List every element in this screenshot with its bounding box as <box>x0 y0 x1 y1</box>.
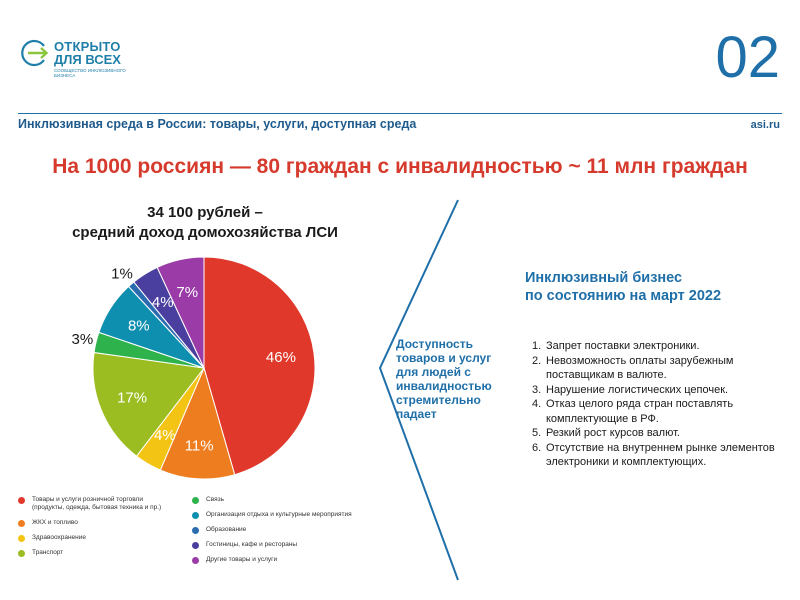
page-number: 02 <box>715 25 780 90</box>
list-item <box>532 397 792 426</box>
list-number: 4. <box>532 398 542 410</box>
list-text: Резкий рост курсов валют. <box>546 427 680 439</box>
legend-item <box>18 549 198 557</box>
pie-value-label: 1% <box>111 265 133 283</box>
business-issues-list <box>532 339 792 470</box>
logo-line1: ОТКРЫТО <box>54 39 121 54</box>
list-number: 1. <box>532 340 542 352</box>
legend-label: Товары и услуги розничной торговли <box>32 496 143 503</box>
pie-value-label: 17% <box>117 389 148 407</box>
legend-item <box>18 496 198 512</box>
business-title <box>525 269 721 305</box>
legend-label: Образование <box>206 526 247 533</box>
accessibility-note: Доступность товаров и услуг для людей с инвалидностью стремительно падает <box>396 337 492 421</box>
list-text: Отсутствие на внутреннем рынке элементов электроники и комплектующих. <box>546 441 775 468</box>
logo-line2: ДЛЯ ВСЕХ <box>54 52 121 67</box>
legend-item <box>192 541 392 549</box>
legend-label: ЖКХ и топливо <box>32 519 78 526</box>
list-number: 3. <box>532 383 542 396</box>
list-text: Отказ целого ряда стран поставлять комплектующие в РФ. <box>546 398 734 425</box>
page-subtitle: Инклюзивная среда в России: товары, услуги, доступная среда <box>18 117 417 131</box>
legend-label: Гостиницы, кафе и рестораны <box>206 541 298 548</box>
list-text: Нарушение логистических цепочек. <box>546 383 729 396</box>
chart-title-line1: 34 100 рублей – <box>147 204 263 221</box>
legend-dot <box>18 497 25 504</box>
legend-label-line2: (продукты, одежда, бытовая техника и пр.) <box>32 504 162 511</box>
legend-label: Здравоохранение <box>32 534 87 541</box>
legend-item <box>18 519 198 527</box>
list-text: Невозможность оплаты зарубежным поставщикам в валюте. <box>546 354 734 381</box>
legend-label: Транспорт <box>32 549 64 556</box>
legend-dot <box>192 527 199 534</box>
legend-dot <box>18 520 25 527</box>
logo-tagline: СООБЩЕСТВО ИНКЛЮЗИВНОГО БИЗНЕСА <box>54 68 126 78</box>
legend-dot <box>192 512 199 519</box>
pie-value-label: 11% <box>184 437 214 455</box>
legend-dot <box>192 557 199 564</box>
list-item <box>532 339 792 354</box>
pie-value-label: 46% <box>265 349 296 367</box>
list-item <box>532 383 792 398</box>
headline: На 1000 россиян — 80 граждан с инвалидностью ~ 11 млн граждан <box>52 155 748 178</box>
legend-dot <box>192 497 199 504</box>
legend-dot <box>192 542 199 549</box>
list-item <box>532 354 792 383</box>
list-text: Запрет поставки электроники. <box>546 340 700 352</box>
pie-value-label: 4% <box>153 427 176 445</box>
chart-title-line2: средний доход домохозяйства ЛСИ <box>72 224 338 241</box>
pie-value-label: 8% <box>127 317 150 335</box>
legend-label: Связь <box>206 496 224 503</box>
site-link[interactable]: asi.ru <box>750 119 780 131</box>
pie-value-label: 4% <box>151 294 174 312</box>
pie-value-label: 7% <box>176 284 199 302</box>
legend-item <box>192 496 392 504</box>
legend-item <box>192 526 392 534</box>
legend-right <box>192 496 392 571</box>
legend-left <box>18 496 198 564</box>
legend-item <box>18 534 198 542</box>
list-number: 5. <box>532 427 542 439</box>
legend-dot <box>18 550 25 557</box>
business-title-line1: Инклюзивный бизнес <box>525 270 683 286</box>
legend-item <box>192 511 392 519</box>
legend-item <box>192 556 392 564</box>
list-item <box>532 441 792 470</box>
list-item <box>532 426 792 441</box>
list-number: 6. <box>532 441 542 454</box>
list-number: 2. <box>532 354 542 367</box>
pie-value-label: 3% <box>71 331 94 349</box>
legend-dot <box>18 535 25 542</box>
legend-label: Организация отдыха и культурные мероприятия <box>206 511 352 518</box>
business-title-line2: по состоянию на март 2022 <box>525 288 722 304</box>
legend-label: Другие товары и услуги <box>206 556 278 563</box>
